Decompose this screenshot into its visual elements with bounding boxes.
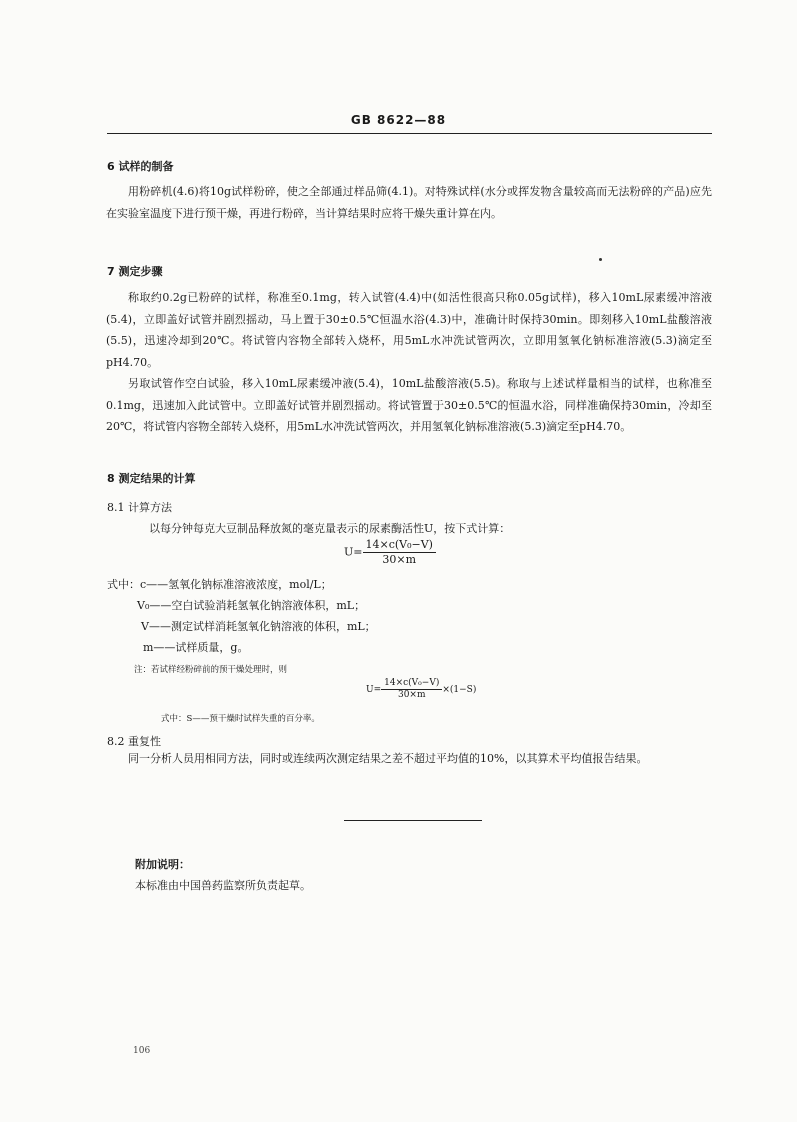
section-7-paragraph-1: 称取约0.2g已粉碎的试样，称准至0.1mg，转入试管(4.4)中(如活性很高只称0.05g试样)，移入10mL尿素缓冲溶液(5.4)，立即盖好试管并剧烈摇动，马上置于30±0.5℃恒温水浴(4.3)中，准确计时保持30min。即刻移入10mL盐酸溶液(5.5)，迅速冷却到20℃。将试管内容物全部转入烧杯，用5mL水冲洗试管两次，立即用氢氧化钠标准溶液(5.3)滴定至pH4.70。 <box>106 291 712 369</box>
formula-lhs: U= <box>344 545 363 559</box>
section-6-title: 6 试样的制备 <box>107 160 174 173</box>
where-line-v: V——测定试样消耗氢氧化钠溶液的体积，mL； <box>141 620 376 633</box>
formula2-lhs: U= <box>366 685 382 695</box>
where-line-c: 式中：c——氢氧化钠标准溶液浓度，mol/L； <box>107 578 332 591</box>
note-predry: 注：若试样经粉碎前的预干燥处理时，则 <box>134 665 288 675</box>
formula-denominator: 30×m <box>382 553 417 566</box>
section-8-2-title: 8.2 重复性 <box>107 735 161 748</box>
page-number: 106 <box>133 1046 151 1056</box>
where-line-v0: V₀——空白试验消耗氢氧化钠溶液体积，mL； <box>137 599 366 612</box>
standard-code-header: GB 8622—88 <box>350 113 447 127</box>
header-rule <box>107 133 712 134</box>
section-7-paragraph-2: 另取试管作空白试验，移入10mL尿素缓冲液(5.4)，10mL盐酸溶液(5.5)。称取与上述试样量相当的试样，也称准至0.1mg，迅速加入此试管中。立即盖好试管并剧烈摇动。将试管置于30±0.5℃的恒温水浴，同样准确保持30min，冷却至20℃，将试管内容物全部转入烧杯，用5mL水冲洗试管两次，并用氢氧化钠标准溶液(5.3)滴定至pH4.70。 <box>106 377 712 433</box>
end-rule <box>344 820 482 821</box>
where-line-m: m——试样质量，g。 <box>143 641 249 654</box>
note-where-s: 式中：S——预干燥时试样失重的百分率。 <box>161 714 320 724</box>
formula2-numerator: 14×c(V₀−V) <box>381 678 442 690</box>
formula-numerator: 14×c(V₀−V) <box>363 538 436 553</box>
appendix-text: 本标准由中国兽药监察所负责起草。 <box>135 879 311 892</box>
appendix-title: 附加说明： <box>135 858 190 871</box>
formula2-tail: ×(1−S) <box>442 685 477 695</box>
section-8-title: 8 测定结果的计算 <box>107 472 196 485</box>
formula2-denominator: 30×m <box>397 690 426 700</box>
section-6-paragraph: 用粉碎机(4.6)将10g试样粉碎，使之全部通过样品筛(4.1)。对特殊试样(水分或挥发物含量较高而无法粉碎的产品)应先在实验室温度下进行预干燥，再进行粉碎，当计算结果时应将干燥失重计算在内。 <box>106 185 712 220</box>
section-8-1-title: 8.1 计算方法 <box>107 501 172 514</box>
section-8-1-intro: 以每分钟每克大豆制品释放氮的毫克量表示的尿素酶活性U，按下式计算： <box>149 522 511 535</box>
section-7-title: 7 测定步骤 <box>107 265 163 278</box>
urease-formula-predried <box>366 678 476 701</box>
section-8-2-paragraph: 同一分析人员用相同方法，同时或连续两次测定结果之差不超过平均值的10%，以其算术平均值报告结果。 <box>128 752 648 765</box>
scan-speck <box>599 258 602 261</box>
urease-formula <box>344 538 436 567</box>
